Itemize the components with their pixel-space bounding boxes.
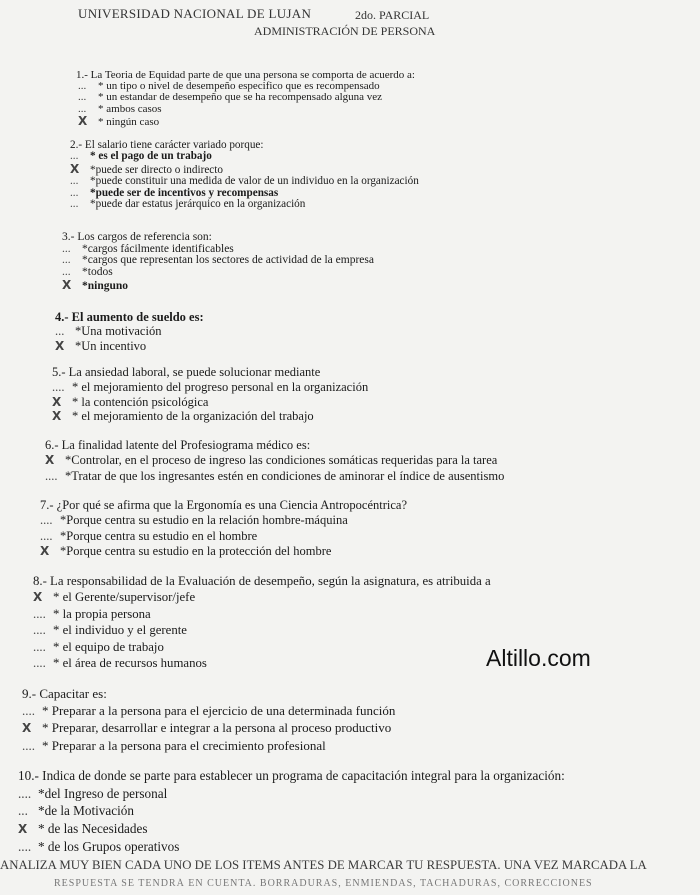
answer-mark: X <box>40 543 50 558</box>
question-title: 5.- La ansiedad laboral, se puede solucionar mediante <box>52 365 321 379</box>
option <box>78 104 415 115</box>
answer-mark: X <box>18 822 28 837</box>
question-4 <box>55 310 204 354</box>
option-text: * el Gerente/supervisor/jefe <box>53 590 196 605</box>
option-text: *cargos fácilmente identificables <box>82 242 234 255</box>
answer-mark: .... <box>22 703 35 719</box>
option-text: * el mejoramiento del progreso personal en la organización <box>72 379 369 394</box>
option <box>33 655 491 671</box>
option <box>70 151 419 162</box>
option-text: * Preparar a la persona para el crecimiento profesional <box>42 738 326 754</box>
option <box>52 380 368 395</box>
option-text: *cargos que representan los sectores de actividad de la empresa <box>82 254 374 267</box>
option <box>33 639 491 655</box>
option-text: * ambos casos <box>98 102 162 115</box>
option <box>62 279 374 293</box>
question-title: 2.- El salario tiene carácter variado porque: <box>70 139 264 151</box>
answer-mark: ... <box>78 80 87 93</box>
answer-mark: .... <box>40 528 53 543</box>
option-text: * el mejoramiento de la organización del trabajo <box>72 409 314 424</box>
answer-mark: X <box>22 721 32 736</box>
answer-mark: .... <box>52 379 65 394</box>
option-text: *del Ingreso de personal <box>38 785 168 801</box>
option <box>55 324 204 338</box>
option-text: *puede constituir una medida de valor de un individuo en la organización <box>90 175 419 188</box>
option-text: *Una motivación <box>75 324 162 339</box>
option-text: *Porque centra su estudio en el hombre <box>60 528 258 543</box>
answer-mark: X <box>33 590 43 605</box>
option-text: *Un incentivo <box>75 338 147 353</box>
question-9 <box>22 685 395 754</box>
option <box>78 115 415 128</box>
answer-mark: X <box>52 394 62 409</box>
option <box>45 469 504 484</box>
answer-mark: .... <box>33 655 46 670</box>
option-text: *puede ser de incentivos y recompensas <box>90 186 279 199</box>
answer-mark: X <box>70 161 80 176</box>
option-text: * la propia persona <box>53 606 151 621</box>
answer-mark: ... <box>70 150 79 163</box>
university-name: UNIVERSIDAD NACIONAL DE LUJAN <box>78 6 312 21</box>
question-title: 1.- La Teoria de Equidad parte de que una persona se comporta de acuerdo a: <box>76 69 415 81</box>
watermark: Altillo.com <box>486 645 591 671</box>
option-text: * ningún caso <box>98 115 160 128</box>
option <box>18 802 565 820</box>
option <box>52 395 368 410</box>
option-text: *Porque centra su estudio en la protección del hombre <box>60 543 332 558</box>
answer-mark: .... <box>18 785 32 801</box>
answer-mark: ... <box>18 803 28 819</box>
question-2 <box>70 140 419 211</box>
option <box>33 589 491 605</box>
answer-mark: ... <box>70 175 79 188</box>
option-text: * es el pago de un trabajo <box>90 150 212 163</box>
option-text: * el individuo y el gerente <box>53 623 187 638</box>
option <box>70 163 419 176</box>
option <box>40 513 407 528</box>
subject-label: ADMINISTRACIÓN DE PERSONA <box>254 24 436 38</box>
option-text: *ninguno <box>82 279 129 292</box>
answer-mark: ... <box>62 242 71 255</box>
question-5 <box>52 365 368 424</box>
option-text: *puede dar estatus jerárquico en la organización <box>90 198 306 211</box>
option-text: * un estandar de desempeño que se ha recompensado alguna vez <box>98 91 383 104</box>
option-text: *Controlar, en el proceso de ingreso las condiciones somáticas requeridas para la tarea <box>65 453 498 468</box>
option-text: *puede ser directo o indirecto <box>90 163 223 176</box>
answer-mark: X <box>62 277 72 292</box>
option-text: * el equipo de trabajo <box>53 639 164 654</box>
option <box>18 820 565 838</box>
option <box>52 409 368 424</box>
option-text: * la contención psicológica <box>72 394 209 409</box>
option-text: * el área de recursos humanos <box>53 655 207 670</box>
answer-mark: X <box>78 113 88 128</box>
answer-mark: ... <box>78 91 87 104</box>
option-text: * de las Necesidades <box>38 821 148 837</box>
answer-mark: .... <box>33 606 46 621</box>
answer-mark: .... <box>18 838 32 854</box>
exam-label: 2do. PARCIAL <box>355 8 430 22</box>
answer-mark: .... <box>40 513 53 528</box>
question-6 <box>45 438 504 484</box>
option-text: * Preparar a la persona para el ejercicio de una determinada función <box>42 703 396 719</box>
option <box>33 622 491 638</box>
option-text: * Preparar, desarrollar e integrar a la persona al proceso productivo <box>42 720 392 736</box>
answer-mark: ... <box>78 102 87 115</box>
option-text: * de los Grupos operativos <box>38 838 180 854</box>
question-title: 4.- El aumento de sueldo es: <box>55 310 204 324</box>
answer-mark: .... <box>45 468 58 483</box>
option <box>45 453 504 468</box>
question-3 <box>62 232 374 293</box>
question-title: 7.- ¿Por qué se afirma que la Ergonomía es una Ciencia Antropocéntrica? <box>40 498 407 512</box>
question-7 <box>40 498 407 559</box>
question-title: 9.- Capacitar es: <box>22 686 107 701</box>
option <box>62 267 374 279</box>
option <box>40 544 407 559</box>
option <box>33 606 491 622</box>
option <box>18 785 565 803</box>
option <box>55 339 204 354</box>
option <box>70 199 419 210</box>
question-title: 10.- Indica de donde se parte para establecer un programa de capacitación integral para la organización: <box>18 768 565 783</box>
question-title: 3.- Los cargos de referencia son: <box>62 231 212 243</box>
answer-mark: ... <box>70 198 79 211</box>
option <box>22 737 395 754</box>
option <box>40 529 407 544</box>
answer-mark: .... <box>33 623 46 638</box>
answer-mark: ... <box>62 266 71 279</box>
answer-mark: ... <box>62 254 71 267</box>
option <box>22 702 395 719</box>
option-text: *de la Motivación <box>38 803 134 819</box>
option-text: *todos <box>82 266 113 279</box>
answer-mark: .... <box>22 738 35 754</box>
question-title: 8.- La responsabilidad de la Evaluación de desempeño, según la asignatura, es atribuida a <box>33 574 491 588</box>
option-text: *Porque centra su estudio en la relación hombre-máquina <box>60 513 348 528</box>
answer-mark: .... <box>33 639 46 654</box>
question-8 <box>33 573 491 671</box>
answer-mark: X <box>45 453 55 468</box>
answer-mark: X <box>55 338 65 353</box>
option <box>22 719 395 737</box>
footer-instructions: ANALIZA MUY BIEN CADA UNO DE LOS ITEMS ANTES DE MARCAR TU RESPUESTA. UNA VEZ MARCADA LA <box>0 858 647 872</box>
question-1 <box>76 70 415 128</box>
question-title: 6.- La finalidad latente del Profesiograma médico es: <box>45 438 311 452</box>
option-text: *Tratar de que los ingresantes estén en condiciones de aminorar el índice de ausentismo <box>65 468 505 483</box>
answer-mark: ... <box>55 324 65 339</box>
answer-mark: ... <box>70 186 79 199</box>
option-text: * un tipo o nivel de desempeño especifico que es recompensado <box>98 80 380 93</box>
footer-instructions-cont: RESPUESTA SE TENDRÁ EN CUENTA. BORRADURAS, ENMIENDAS, TACHADURAS, CORRECCIONES <box>54 878 593 889</box>
question-10 <box>18 767 565 855</box>
option <box>18 838 565 856</box>
answer-mark: X <box>52 409 62 424</box>
